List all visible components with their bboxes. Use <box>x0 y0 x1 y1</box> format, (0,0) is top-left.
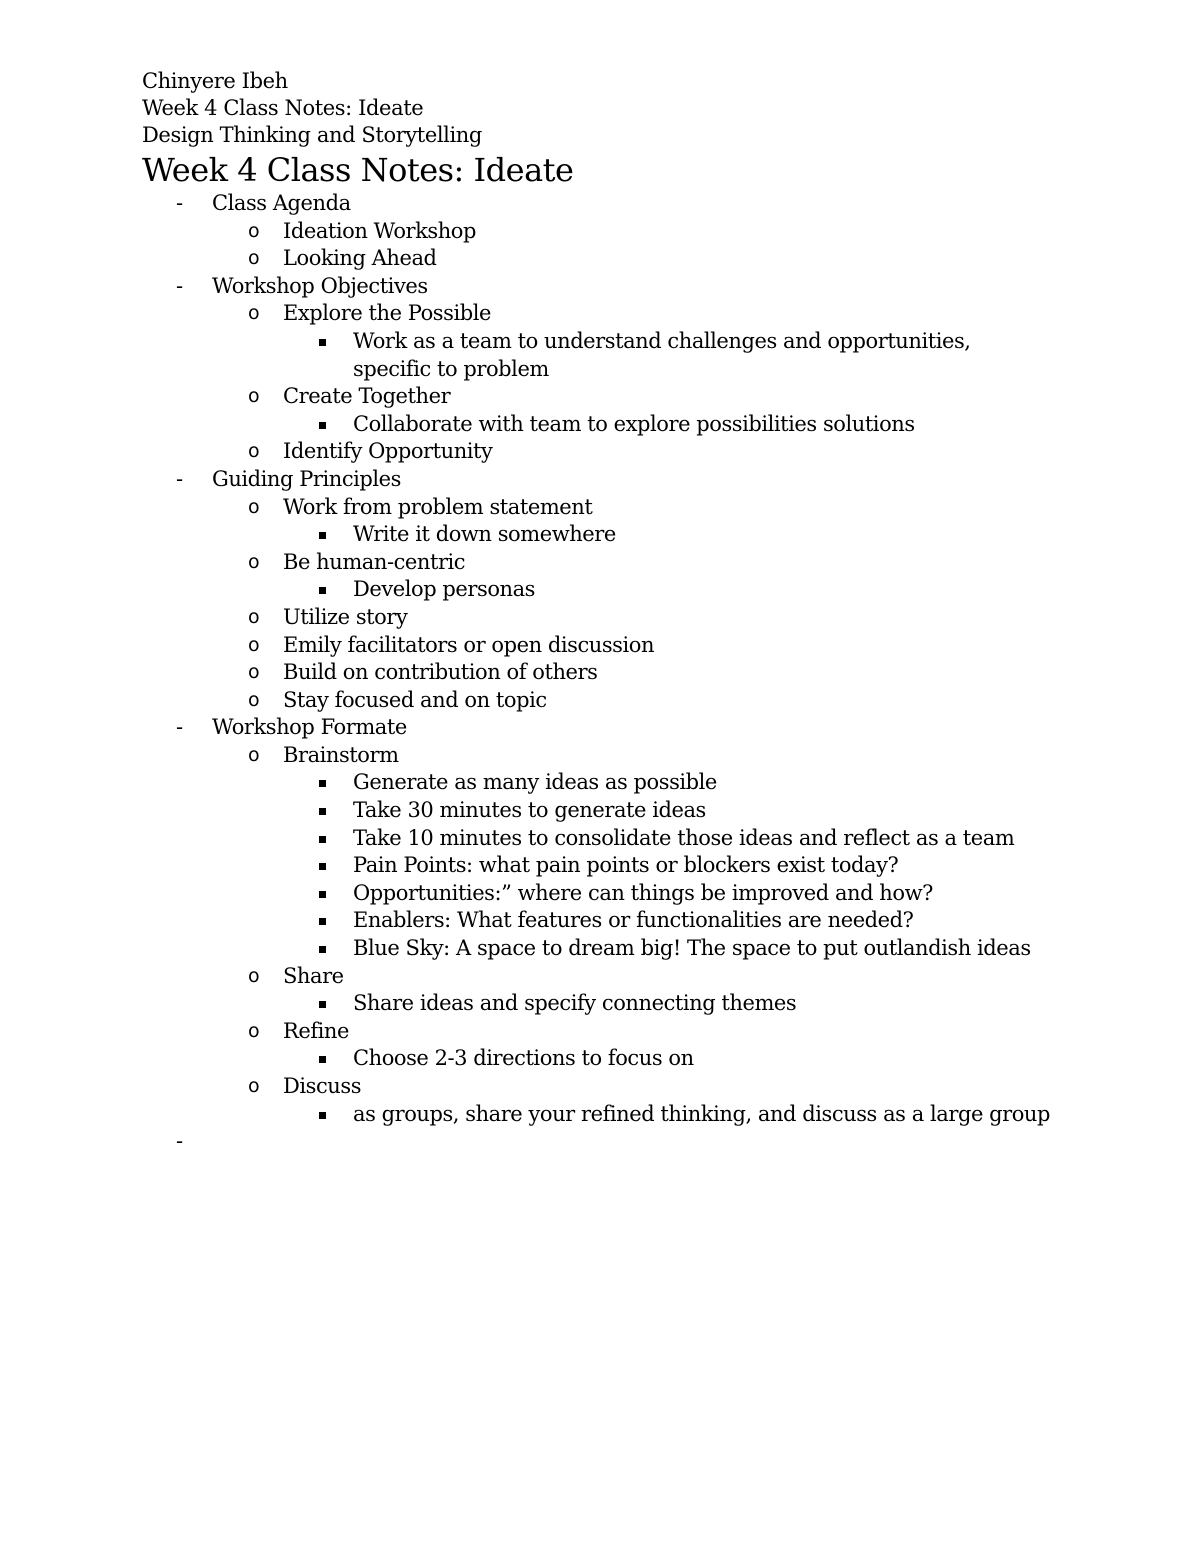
document-header <box>142 68 482 149</box>
outline-item-text: Work as a team to understand challenges and opportunities, <box>353 328 971 353</box>
author-name: Chinyere Ibeh <box>142 69 288 93</box>
outline-item-text: Take 30 minutes to generate ideas <box>353 798 706 823</box>
outline-item-text: Stay focused and on topic <box>283 687 547 712</box>
circle-bullet: o <box>248 302 260 325</box>
outline-item <box>0 990 1200 1018</box>
outline-item-text: Explore the Possible <box>283 301 491 326</box>
outline-item-text: Identify Opportunity <box>283 439 493 464</box>
outline-item-text: Pain Points: what pain points or blockers exist today? <box>353 853 899 878</box>
outline-item <box>0 1018 1200 1046</box>
square-bullet-icon <box>319 1001 326 1008</box>
outline-item-text: Ideation Workshop <box>283 218 476 243</box>
outline-item <box>0 907 1200 935</box>
outline-item <box>0 687 1200 715</box>
outline-item-text: Choose 2-3 directions to focus on <box>353 1046 694 1071</box>
outline-item <box>0 383 1200 411</box>
outline-item-text: Collaborate with team to explore possibilities solutions <box>353 411 915 436</box>
page-title: Week 4 Class Notes: Ideate <box>142 151 574 189</box>
square-bullet-icon <box>319 918 326 925</box>
square-bullet-icon <box>319 1112 326 1119</box>
outline-item <box>0 466 1200 494</box>
circle-bullet: o <box>248 247 260 270</box>
outline-item-text: Utilize story <box>283 604 408 629</box>
outline-item-text: as groups, share your refined thinking, and discuss as a large group <box>353 1101 1050 1126</box>
outline-item <box>0 742 1200 770</box>
outline-item <box>0 769 1200 797</box>
outline-item-text: Share <box>283 963 344 988</box>
square-bullet-icon <box>319 808 326 815</box>
outline-item <box>0 935 1200 963</box>
outline-item-text: Generate as many ideas as possible <box>353 770 717 795</box>
circle-bullet: o <box>248 440 260 463</box>
circle-bullet: o <box>248 495 260 518</box>
outline-item-text: Brainstorm <box>283 742 399 767</box>
outline-item <box>0 494 1200 522</box>
outline-item <box>0 632 1200 660</box>
square-bullet-icon <box>319 422 326 429</box>
square-bullet-icon <box>319 532 326 539</box>
outline-item <box>0 880 1200 908</box>
circle-bullet: o <box>248 688 260 711</box>
outline-item-text: Guiding Principles <box>212 466 401 491</box>
outline-item <box>0 245 1200 273</box>
outline-item <box>0 963 1200 991</box>
outline-item-text: Work from problem statement <box>283 494 593 519</box>
outline-item-text: Discuss <box>283 1074 362 1098</box>
notes-outline <box>0 190 1200 1156</box>
circle-bullet: o <box>248 219 260 242</box>
square-bullet-icon <box>319 863 326 870</box>
outline-item-text: Build on contribution of others <box>283 660 598 685</box>
outline-item-text: Blue Sky: A space to dream big! The space to put outlandish ideas <box>353 936 1031 961</box>
outline-item <box>0 411 1200 439</box>
header-subtitle: Week 4 Class Notes: Ideate <box>142 96 424 120</box>
outline-item <box>0 218 1200 246</box>
outline-item <box>0 1073 1200 1101</box>
outline-item <box>0 825 1200 853</box>
circle-bullet: o <box>248 550 260 573</box>
outline-item <box>0 604 1200 632</box>
circle-bullet: o <box>248 743 260 766</box>
outline-item-text: Take 10 minutes to consolidate those ideas and reflect as a team <box>353 825 1015 850</box>
outline-item-text: Looking Ahead <box>283 246 437 271</box>
outline-item-text: Emily facilitators or open discussion <box>283 632 655 657</box>
square-bullet-icon <box>319 587 326 594</box>
outline-item-text: Write it down somewhere <box>353 522 616 547</box>
outline-item <box>0 438 1200 466</box>
circle-bullet: o <box>248 605 260 628</box>
square-bullet-icon <box>319 891 326 898</box>
circle-bullet: o <box>248 1075 260 1097</box>
outline-item-text: Share ideas and specify connecting themes <box>353 991 797 1016</box>
square-bullet-icon <box>319 780 326 787</box>
square-bullet-icon <box>319 836 326 843</box>
outline-item <box>0 273 1200 301</box>
outline-item <box>0 852 1200 880</box>
outline-item-text: Develop personas <box>353 577 535 602</box>
outline-item-text: specific to problem <box>353 356 549 381</box>
outline-item-text: Create Together <box>283 384 451 409</box>
outline-item-text: Class Agenda <box>212 191 351 215</box>
outline-item <box>0 328 1200 356</box>
dash-bullet: - <box>176 273 183 298</box>
outline-item <box>0 549 1200 577</box>
outline-item-text: Workshop Formate <box>212 715 407 740</box>
dash-bullet: - <box>176 466 183 491</box>
outline-item <box>0 521 1200 549</box>
square-bullet-icon <box>319 946 326 953</box>
circle-bullet: o <box>248 385 260 408</box>
outline-item <box>0 576 1200 604</box>
course-name: Design Thinking and Storytelling <box>142 123 482 147</box>
outline-item-text: Enablers: What features or functionalities are needed? <box>353 908 914 933</box>
circle-bullet: o <box>248 633 260 656</box>
circle-bullet: o <box>248 661 260 684</box>
dash-bullet: - <box>176 715 183 740</box>
outline-item <box>0 797 1200 825</box>
outline-item <box>0 190 1200 218</box>
dash-bullet: - <box>176 1129 183 1154</box>
outline-item-text: Opportunities:” where can things be improved and how? <box>353 880 933 905</box>
outline-item-text: Workshop Objectives <box>212 273 428 298</box>
outline-item <box>0 1128 1200 1156</box>
outline-item <box>0 300 1200 328</box>
outline-item <box>0 1101 1200 1129</box>
square-bullet-icon <box>319 339 326 346</box>
circle-bullet: o <box>248 1019 260 1042</box>
outline-item <box>0 1045 1200 1073</box>
outline-item-text: Be human-centric <box>283 549 466 574</box>
circle-bullet: o <box>248 964 260 987</box>
outline-item-text: Refine <box>283 1018 349 1043</box>
outline-item <box>0 356 1200 384</box>
dash-bullet: - <box>176 191 183 215</box>
outline-item <box>0 659 1200 687</box>
square-bullet-icon <box>319 1056 326 1063</box>
outline-item <box>0 714 1200 742</box>
